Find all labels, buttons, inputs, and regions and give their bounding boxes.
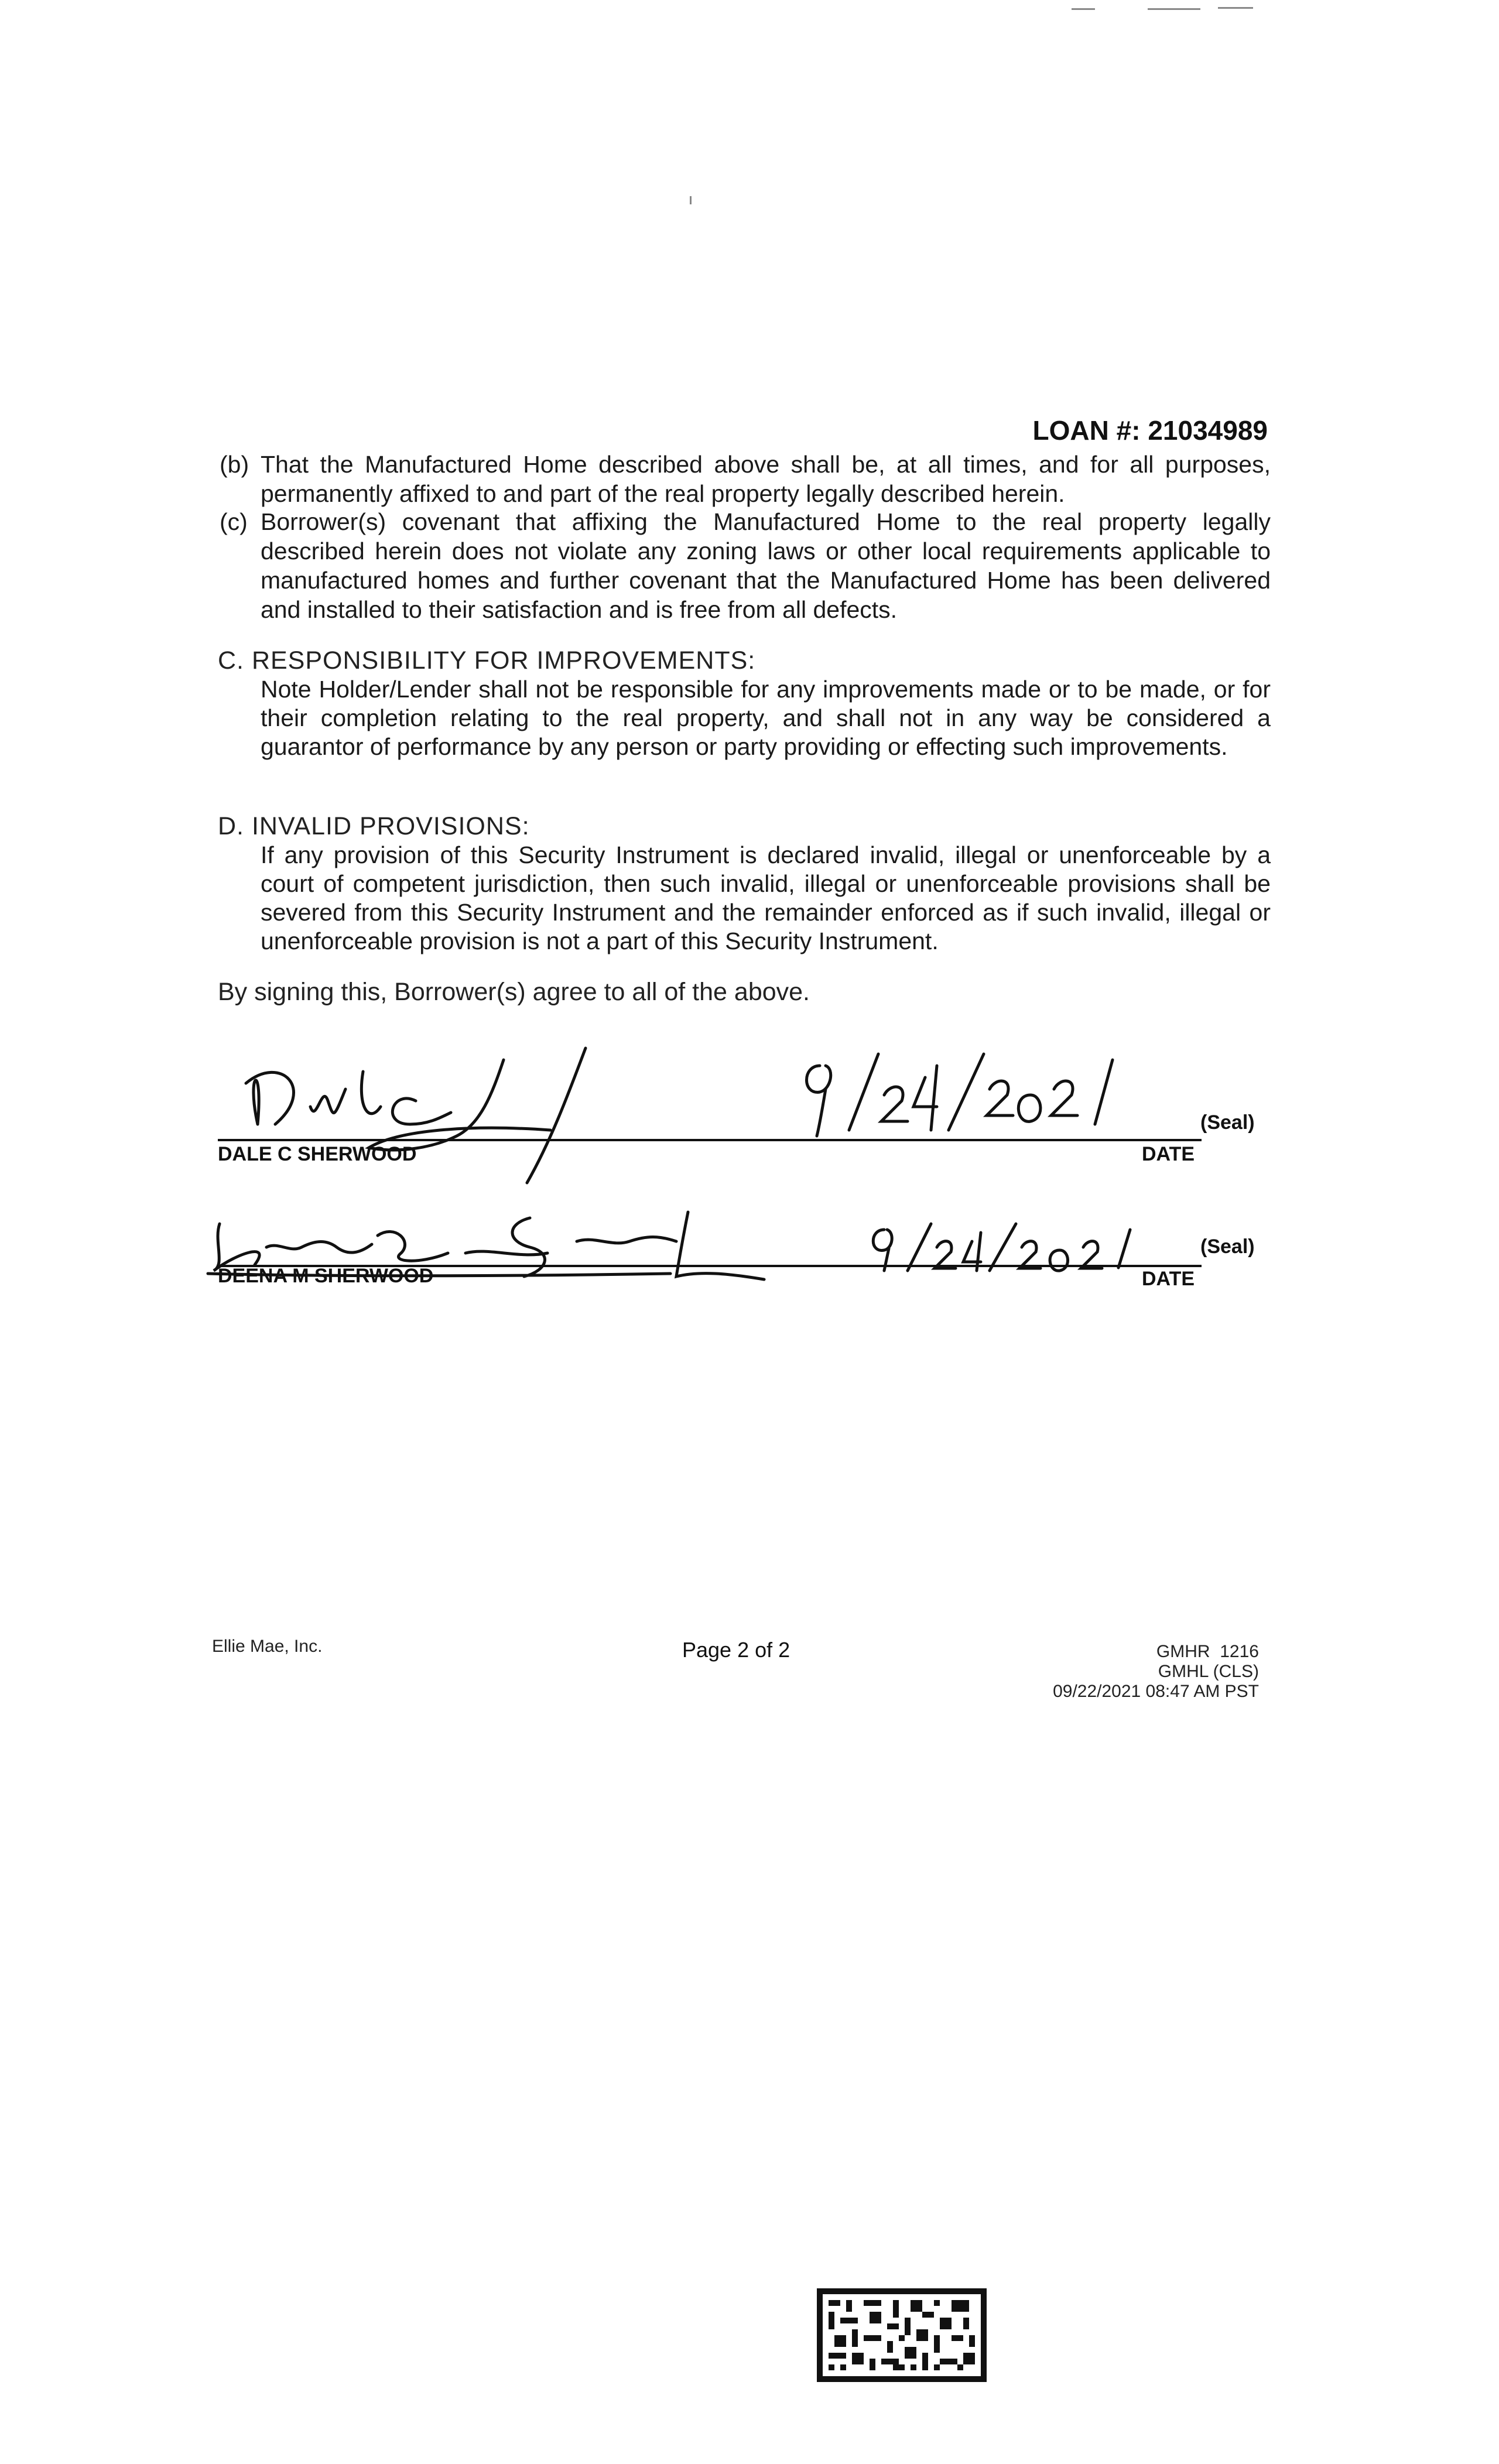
signature-dale xyxy=(223,1036,668,1195)
handwritten-date-deena xyxy=(867,1218,1136,1277)
signer-name: DEENA M SHERWOOD xyxy=(218,1265,434,1287)
form-code: GMHR 1216 xyxy=(1156,1642,1259,1661)
clause-text: Borrower(s) covenant that affixing the Manufactured Home to the real property legally described herein does not violate any zoning laws or other local requirements applicable to manufactured homes and further covenant that the Manufactured Home has been delivered and installed to their satisfaction and is free from all defects. xyxy=(261,508,1271,623)
clause-text: That the Manufactured Home described above shall be, at all times, and for all purposes, permanently affixed to and part of the real property legally described herein. xyxy=(261,451,1271,507)
scan-speck xyxy=(1072,8,1095,10)
page-number: Page 2 of 2 xyxy=(682,1638,790,1662)
seal-label: (Seal) xyxy=(1200,1111,1255,1134)
handwritten-date-dale xyxy=(796,1042,1124,1148)
print-timestamp: 09/22/2021 08:47 AM PST xyxy=(1053,1682,1259,1701)
clause-b xyxy=(220,450,1271,508)
signer-name: DALE C SHERWOOD xyxy=(218,1143,417,1165)
loan-number: LOAN #: 21034989 xyxy=(1032,415,1268,446)
form-type: GMHL (CLS) xyxy=(1158,1662,1259,1681)
section-heading-invalid-provisions: D. INVALID PROVISIONS: xyxy=(218,812,530,840)
seal-label: (Seal) xyxy=(1200,1236,1255,1258)
clause-c xyxy=(220,507,1271,624)
scan-speck xyxy=(1218,7,1253,9)
footer-company: Ellie Mae, Inc. xyxy=(212,1637,323,1656)
scan-speck xyxy=(1148,8,1200,10)
form-identifier xyxy=(995,1642,1259,1702)
section-body-improvements: Note Holder/Lender shall not be responsible for any improvements made or to be made, or for their completion relating to the real property, and shall not in any way be considered a guarantor of performance by any person or party providing or effecting such improvements. xyxy=(261,676,1271,760)
signature-line xyxy=(218,1139,1202,1141)
scan-speck xyxy=(690,196,692,204)
date-label: DATE xyxy=(1142,1143,1195,1165)
barcode-icon xyxy=(817,2288,987,2382)
clause-marker: (b) xyxy=(220,451,249,478)
clause-marker: (c) xyxy=(220,508,248,535)
section-body-invalid-provisions: If any provision of this Security Instrument is declared invalid, illegal or unenforceable by a court of competent jurisdiction, then such invalid, illegal or unenforceable provisions shall be severed from this Security Instrument and the remainder enforced as if such invalid, illegal or unenforceable provision is not a part of this Security Instrument. xyxy=(261,841,1271,954)
section-heading-improvements: C. RESPONSIBILITY FOR IMPROVEMENTS: xyxy=(218,646,756,675)
date-label: DATE xyxy=(1142,1268,1195,1290)
agreement-statement: By signing this, Borrower(s) agree to all of the above. xyxy=(218,978,810,1006)
